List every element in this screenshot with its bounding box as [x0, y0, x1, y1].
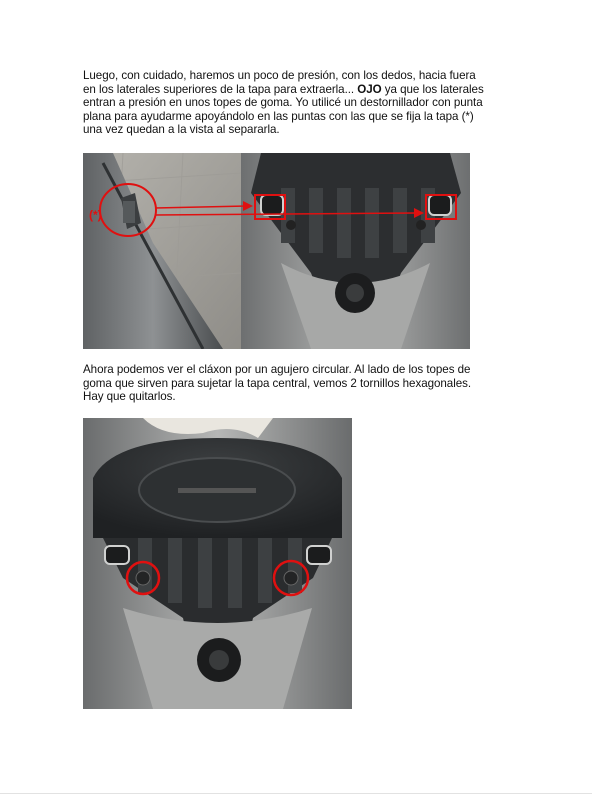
- paragraph-1-line-1: Luego, con cuidado, haremos un poco de presión, con los dedos, hacia fuera: [83, 69, 476, 82]
- cover-tip-image: [83, 153, 241, 349]
- rubber-stops-photo: [241, 153, 470, 349]
- rubber-stops-image: [241, 153, 470, 349]
- hex-screws-image: [83, 418, 352, 709]
- callout-label: (*): [89, 208, 102, 222]
- cover-tip-photo: [83, 153, 241, 349]
- paragraph-2-line-1: Ahora podemos ver el cláxon por un agujero circular. Al lado de los topes de: [83, 363, 471, 376]
- paragraph-1: [83, 69, 513, 137]
- paragraph-1-line-4: plana para ayudarme apoyándolo en las puntas con las que se fija la tapa (*): [83, 109, 474, 123]
- paragraph-2-line-3: Hay que quitarlos.: [83, 390, 176, 404]
- hex-screws-photo: [83, 418, 352, 709]
- paragraph-2-line-2: goma que sirven para sujetar la tapa central, vemos 2 tornillos hexagonales.: [83, 376, 472, 390]
- paragraph-1-line-5: una vez quedan a la vista al separarla.: [83, 123, 280, 137]
- warning-word: OJO: [357, 82, 382, 96]
- paragraph-2: [83, 363, 513, 404]
- paragraph-1-line-2-end: ya que los laterales: [384, 82, 484, 96]
- paragraph-1-line-2-start: en los laterales superiores de la tapa para extraerla...: [83, 82, 355, 96]
- paragraph-1-line-2: [83, 83, 513, 97]
- paragraph-1-line-3: entran a presión en unos topes de goma. Yo utilicé un destornillador con punta: [83, 96, 483, 110]
- page-bottom-edge: [0, 793, 592, 794]
